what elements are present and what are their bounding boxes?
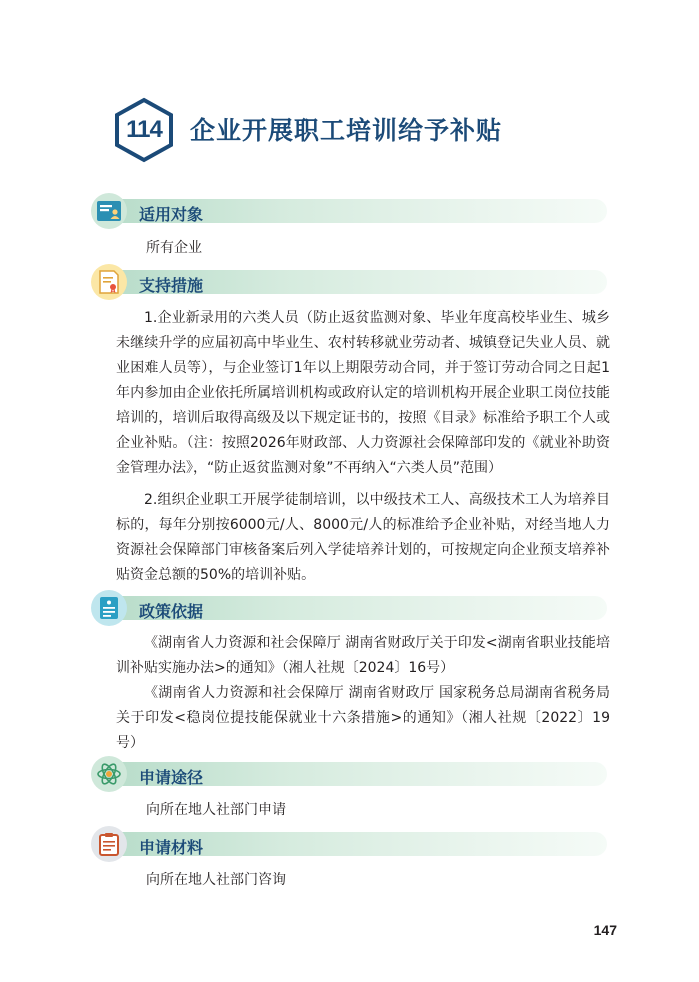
id-card-icon	[91, 193, 127, 229]
page-header	[114, 97, 634, 163]
section-target-content: 所有企业	[146, 240, 202, 256]
document-icon	[91, 590, 127, 626]
section-basis-label: 政策依据	[139, 602, 204, 621]
section-target-label: 适用对象	[139, 205, 204, 224]
section-measures-label: 支持措施	[139, 276, 204, 295]
clipboard-icon	[91, 826, 127, 862]
section-basis-header	[91, 590, 609, 628]
atom-icon	[91, 756, 127, 792]
measures-paragraph-2: 2.组织企业职工开展学徒制培训，以中级技术工人、高级技术工人为培养目标的，每年分别按6000元/人、8000元/人的标准给予企业补贴，对经当地人力资源社会保障部门审核备案后列入学徒培养计划的，可按规定向企业预支培养补贴资金总额的50%的培训补贴。	[116, 492, 610, 583]
section-route-label: 申请途径	[139, 768, 204, 787]
page-title: 企业开展职工培训给予补贴	[190, 116, 503, 145]
section-measures-header	[91, 264, 609, 302]
measures-paragraph-1: 1.企业新录用的六类人员（防止返贫监测对象、毕业年度高校毕业生、城乡未继续升学的应届初高中毕业生、农村转移就业劳动者、城镇登记失业人员、就业困难人员等），与企业签订1年以上期限劳动合同，并于签订劳动合同之日起1年内参加由企业依托所属培训机构或政府认定的培训机构开展企业职工岗位技能培训的，培训后取得高级及以下规定证书的，按照《目录》标准给予职工个人或企业补贴。（注：按照2026年财政部、人力资源社会保障部印发的《就业补助资金管理办法》，“防止返贫监测对象”不再纳入“六类人员”范围）	[116, 310, 610, 476]
basis-paragraph-2: 《湖南省人力资源和社会保障厅 湖南省财政厅 国家税务总局湖南省税务局关于印发<稳岗位提技能保就业十六条措施>的通知》（湘人社规〔2022〕19号）	[116, 685, 610, 751]
basis-paragraph-1: 《湖南省人力资源和社会保障厅 湖南省财政厅关于印发<湖南省职业技能培训补贴实施办法>的通知》（湘人社规〔2024〕16号）	[116, 635, 610, 676]
section-materials-content: 向所在地人社部门咨询	[146, 872, 286, 888]
certificate-icon	[91, 264, 127, 300]
section-target-header	[91, 193, 609, 231]
section-materials-label: 申请材料	[139, 838, 204, 857]
section-route-content: 向所在地人社部门申请	[146, 802, 286, 818]
section-materials-header	[91, 826, 609, 864]
section-route-header	[91, 756, 609, 794]
item-number: 114	[126, 116, 162, 143]
page-number: 147	[593, 922, 617, 938]
